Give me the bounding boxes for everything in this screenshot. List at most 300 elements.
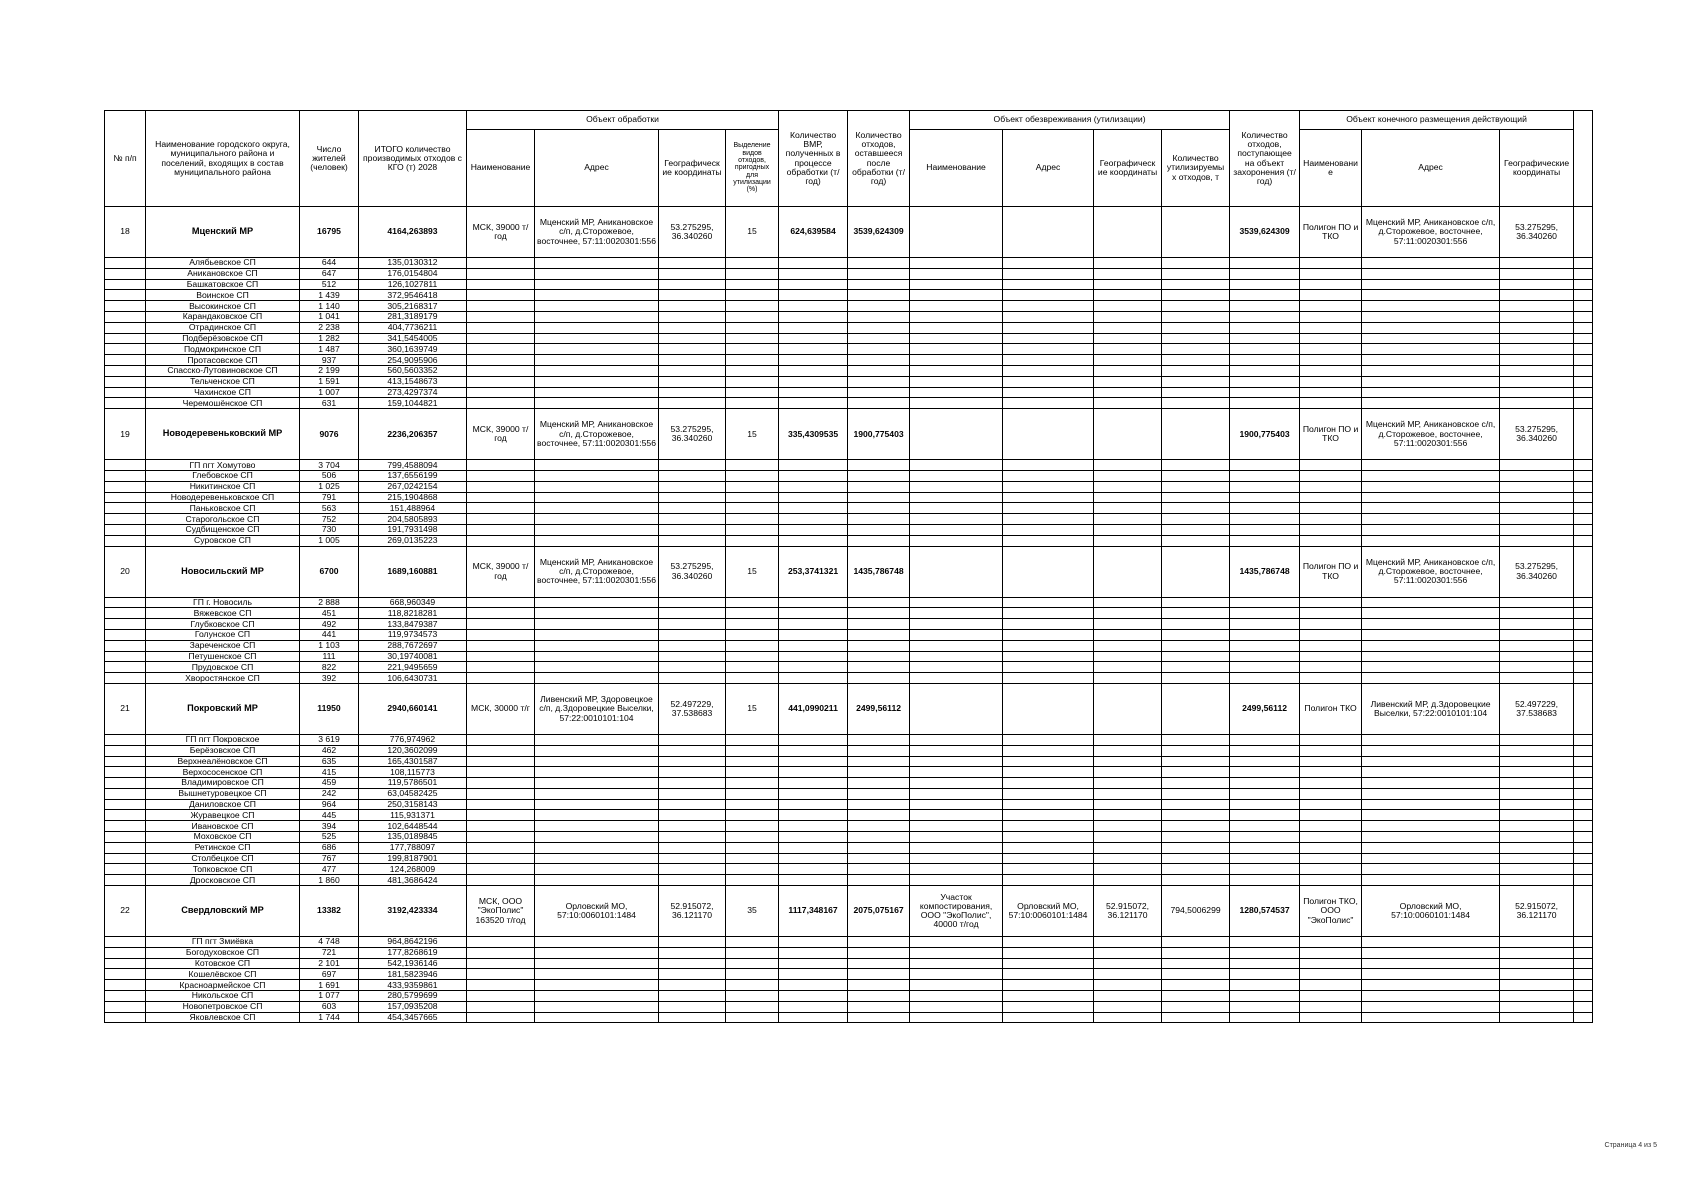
settlement-row (105, 597, 1593, 608)
settlement-population: 445 (300, 810, 359, 821)
empty-cell (779, 788, 848, 799)
empty-cell (1500, 788, 1574, 799)
settlement-row (105, 629, 1593, 640)
settlement-name: Тельченское СП (146, 376, 300, 387)
settlement-row (105, 470, 1593, 481)
empty-cell (1003, 767, 1094, 778)
empty-cell (535, 597, 659, 608)
settlement-population: 563 (300, 503, 359, 514)
empty-cell (659, 958, 726, 969)
settlement-name: Яковлевское СП (146, 1012, 300, 1023)
empty-cell (1300, 398, 1362, 409)
empty-cell (1230, 799, 1300, 810)
util-qty (1162, 546, 1230, 597)
settlement-total: 124,268009 (359, 864, 467, 875)
empty-cell (1230, 492, 1300, 503)
empty-cell (1003, 535, 1094, 546)
settlement-name: Владимировское СП (146, 778, 300, 789)
proc-percent: 15 (726, 207, 779, 258)
remaining-amount: 2499,56112 (848, 683, 910, 734)
empty-cell (1003, 864, 1094, 875)
empty-cell (848, 980, 910, 991)
settlement-total: 280,5799699 (359, 991, 467, 1002)
empty-cell (910, 991, 1003, 1002)
empty-cell (1362, 608, 1500, 619)
empty-cell (1230, 745, 1300, 756)
empty-cell (659, 344, 726, 355)
settlement-name: Вышнетуровецкое СП (146, 788, 300, 799)
district-total: 2940,660141 (359, 683, 467, 734)
district-number: 19 (105, 409, 146, 460)
empty-cell (659, 398, 726, 409)
empty-cell (910, 937, 1003, 948)
burial-amount: 1280,574537 (1230, 886, 1300, 937)
empty-cell (467, 290, 535, 301)
settlement-row (105, 969, 1593, 980)
empty-cell (1574, 398, 1593, 409)
settlement-total: 108,115773 (359, 767, 467, 778)
header-util-geo: Географическ ие координаты (1094, 130, 1162, 207)
settlement-total: 273,4297374 (359, 387, 467, 398)
empty-cell (1500, 810, 1574, 821)
empty-cell (1094, 778, 1162, 789)
empty-cell (1300, 524, 1362, 535)
empty-cell (535, 937, 659, 948)
settlement-total: 30,19740081 (359, 651, 467, 662)
empty-cell (779, 290, 848, 301)
final-name: Полигон ТКО (1300, 683, 1362, 734)
settlement-total: 177,8268619 (359, 947, 467, 958)
empty-cell (1300, 1012, 1362, 1023)
empty-cell (726, 514, 779, 525)
empty-cell (910, 853, 1003, 864)
empty-cell (1003, 460, 1094, 471)
empty-cell (1230, 937, 1300, 948)
empty-cell (1003, 333, 1094, 344)
empty-cell (105, 756, 146, 767)
district-name: Мценский МР (146, 207, 300, 258)
empty-cell (1094, 322, 1162, 333)
empty-cell (1162, 821, 1230, 832)
empty-cell (1500, 673, 1574, 684)
empty-cell (1362, 311, 1500, 322)
empty-cell (1162, 460, 1230, 471)
empty-cell (910, 640, 1003, 651)
proc-geo: 53.275295, 36.340260 (659, 409, 726, 460)
empty-cell (1574, 387, 1593, 398)
proc-percent: 15 (726, 409, 779, 460)
empty-cell (779, 333, 848, 344)
empty-cell (1362, 1012, 1500, 1023)
settlement-name: Аникановское СП (146, 268, 300, 279)
empty-cell (848, 608, 910, 619)
empty-cell (779, 524, 848, 535)
empty-cell (1574, 991, 1593, 1002)
empty-cell (1003, 937, 1094, 948)
empty-cell (1094, 629, 1162, 640)
empty-cell (779, 322, 848, 333)
empty-cell (779, 597, 848, 608)
empty-cell (1230, 268, 1300, 279)
empty-cell (910, 322, 1003, 333)
empty-cell (1574, 969, 1593, 980)
empty-cell (659, 597, 726, 608)
empty-cell (1162, 597, 1230, 608)
empty-cell (1230, 673, 1300, 684)
empty-cell (1162, 355, 1230, 366)
empty-cell (779, 756, 848, 767)
empty-cell (1230, 875, 1300, 886)
settlement-total: 964,8642196 (359, 937, 467, 948)
empty-cell (1500, 535, 1574, 546)
empty-cell (1003, 470, 1094, 481)
district-number: 21 (105, 683, 146, 734)
settlement-name: Старогольское СП (146, 514, 300, 525)
district-total: 4164,263893 (359, 207, 467, 258)
empty-cell (779, 365, 848, 376)
empty-cell (1094, 524, 1162, 535)
empty-cell (726, 991, 779, 1002)
empty-cell (535, 1012, 659, 1023)
settlement-population: 2 199 (300, 365, 359, 376)
vmr-amount: 441,0990211 (779, 683, 848, 734)
settlement-population: 492 (300, 619, 359, 630)
header-burial-qty: Количество отходов, поступающее на объект захоронения (т/год) (1230, 111, 1300, 207)
empty-cell (535, 470, 659, 481)
blank-cell (1574, 683, 1593, 734)
empty-cell (910, 311, 1003, 322)
empty-cell (105, 268, 146, 279)
empty-cell (1162, 799, 1230, 810)
empty-cell (1300, 376, 1362, 387)
empty-cell (1094, 875, 1162, 886)
empty-cell (848, 1001, 910, 1012)
settlement-name: Чахинское СП (146, 387, 300, 398)
empty-cell (535, 514, 659, 525)
empty-cell (1574, 311, 1593, 322)
empty-cell (1300, 842, 1362, 853)
empty-cell (1094, 258, 1162, 269)
empty-cell (1500, 629, 1574, 640)
empty-cell (1500, 842, 1574, 853)
empty-cell (910, 492, 1003, 503)
empty-cell (1300, 810, 1362, 821)
settlement-population: 441 (300, 629, 359, 640)
settlement-row (105, 387, 1593, 398)
settlement-total: 137,6556199 (359, 470, 467, 481)
empty-cell (779, 875, 848, 886)
empty-cell (1300, 268, 1362, 279)
empty-cell (1574, 481, 1593, 492)
proc-percent: 15 (726, 683, 779, 734)
empty-cell (1162, 398, 1230, 409)
util-name (910, 409, 1003, 460)
empty-cell (1574, 333, 1593, 344)
empty-cell (1003, 597, 1094, 608)
header-vmr: Количество ВМР, полученных в процессе обработки (т/год) (779, 111, 848, 207)
empty-cell (1500, 268, 1574, 279)
empty-cell (1003, 958, 1094, 969)
empty-cell (1162, 991, 1230, 1002)
settlement-total: 269,0135223 (359, 535, 467, 546)
empty-cell (1094, 947, 1162, 958)
empty-cell (105, 842, 146, 853)
empty-cell (659, 980, 726, 991)
empty-cell (659, 875, 726, 886)
settlement-total: 254,9095906 (359, 355, 467, 366)
empty-cell (848, 662, 910, 673)
empty-cell (535, 355, 659, 366)
settlement-population: 3 704 (300, 460, 359, 471)
empty-cell (1162, 387, 1230, 398)
empty-cell (467, 1012, 535, 1023)
waste-table (104, 110, 1593, 1023)
final-address: Мценский МР, Аникановское с/п, д.Сторожевое, восточнее, 57:11:0020301:556 (1362, 546, 1500, 597)
empty-cell (848, 788, 910, 799)
empty-cell (105, 535, 146, 546)
empty-cell (848, 322, 910, 333)
util-address (1003, 546, 1094, 597)
empty-cell (1574, 810, 1593, 821)
remaining-amount: 1435,786748 (848, 546, 910, 597)
empty-cell (535, 734, 659, 745)
empty-cell (726, 842, 779, 853)
empty-cell (779, 767, 848, 778)
district-number: 20 (105, 546, 146, 597)
settlement-total: 102,6448544 (359, 821, 467, 832)
settlement-name: Суровское СП (146, 535, 300, 546)
empty-cell (779, 958, 848, 969)
empty-cell (779, 799, 848, 810)
empty-cell (779, 268, 848, 279)
empty-cell (910, 619, 1003, 630)
header-final-address: Адрес (1362, 130, 1500, 207)
empty-cell (535, 821, 659, 832)
empty-cell (1362, 268, 1500, 279)
empty-cell (1230, 1001, 1300, 1012)
empty-cell (659, 788, 726, 799)
settlement-row (105, 853, 1593, 864)
empty-cell (1574, 640, 1593, 651)
empty-cell (1300, 937, 1362, 948)
empty-cell (1574, 492, 1593, 503)
empty-cell (1162, 864, 1230, 875)
settlement-name: Черемошёнское СП (146, 398, 300, 409)
settlement-population: 1 005 (300, 535, 359, 546)
settlement-name: Отрадинское СП (146, 322, 300, 333)
empty-cell (1574, 937, 1593, 948)
final-geo: 53.275295, 36.340260 (1500, 207, 1574, 258)
empty-cell (1162, 767, 1230, 778)
empty-cell (910, 344, 1003, 355)
settlement-total: 360,1639749 (359, 344, 467, 355)
empty-cell (1300, 322, 1362, 333)
settlement-population: 111 (300, 651, 359, 662)
empty-cell (659, 470, 726, 481)
empty-cell (105, 311, 146, 322)
empty-cell (1574, 662, 1593, 673)
settlement-row (105, 734, 1593, 745)
empty-cell (1094, 1012, 1162, 1023)
empty-cell (535, 629, 659, 640)
empty-cell (535, 778, 659, 789)
empty-cell (726, 333, 779, 344)
empty-cell (467, 810, 535, 821)
settlement-total: 120,3602099 (359, 745, 467, 756)
empty-cell (1094, 842, 1162, 853)
settlement-total: 372,9546418 (359, 290, 467, 301)
empty-cell (659, 810, 726, 821)
empty-cell (105, 460, 146, 471)
empty-cell (105, 301, 146, 312)
empty-cell (1362, 535, 1500, 546)
district-row (105, 409, 1593, 460)
empty-cell (1300, 853, 1362, 864)
settlement-row (105, 503, 1593, 514)
empty-cell (1230, 980, 1300, 991)
settlement-row (105, 799, 1593, 810)
empty-cell (467, 311, 535, 322)
empty-cell (726, 853, 779, 864)
empty-cell (467, 767, 535, 778)
empty-cell (1362, 788, 1500, 799)
empty-cell (1500, 662, 1574, 673)
settlement-population: 4 748 (300, 937, 359, 948)
empty-cell (1003, 980, 1094, 991)
empty-cell (1094, 767, 1162, 778)
empty-cell (1574, 619, 1593, 630)
empty-cell (1003, 268, 1094, 279)
empty-cell (1362, 767, 1500, 778)
empty-cell (779, 969, 848, 980)
empty-cell (848, 734, 910, 745)
empty-cell (535, 853, 659, 864)
empty-cell (1230, 608, 1300, 619)
empty-cell (848, 355, 910, 366)
empty-cell (1362, 734, 1500, 745)
empty-cell (535, 640, 659, 651)
empty-cell (467, 969, 535, 980)
settlement-population: 451 (300, 608, 359, 619)
header-num: № п/п (105, 111, 146, 207)
empty-cell (535, 756, 659, 767)
settlement-name: Верхососенское СП (146, 767, 300, 778)
empty-cell (1003, 608, 1094, 619)
empty-cell (535, 344, 659, 355)
empty-cell (105, 608, 146, 619)
empty-cell (467, 821, 535, 832)
empty-cell (1362, 597, 1500, 608)
empty-cell (659, 524, 726, 535)
empty-cell (1574, 778, 1593, 789)
empty-cell (779, 629, 848, 640)
empty-cell (467, 376, 535, 387)
empty-cell (1230, 376, 1300, 387)
settlement-total: 177,788097 (359, 842, 467, 853)
empty-cell (1500, 290, 1574, 301)
empty-cell (1300, 767, 1362, 778)
empty-cell (910, 734, 1003, 745)
header-final-name: Наименовани е (1300, 130, 1362, 207)
empty-cell (848, 619, 910, 630)
empty-cell (1094, 608, 1162, 619)
empty-cell (1230, 947, 1300, 958)
empty-cell (467, 344, 535, 355)
empty-cell (1094, 756, 1162, 767)
empty-cell (1094, 470, 1162, 481)
header-proc-geo: Географическ ие координаты (659, 130, 726, 207)
empty-cell (779, 460, 848, 471)
empty-cell (779, 821, 848, 832)
empty-cell (1500, 980, 1574, 991)
empty-cell (535, 958, 659, 969)
header-total-waste: ИТОГО количество производимых отходов с КГО (т) 2028 (359, 111, 467, 207)
empty-cell (910, 756, 1003, 767)
empty-cell (659, 969, 726, 980)
settlement-population: 964 (300, 799, 359, 810)
empty-cell (105, 279, 146, 290)
empty-cell (659, 629, 726, 640)
settlement-total: 799,4588094 (359, 460, 467, 471)
empty-cell (659, 991, 726, 1002)
empty-cell (1094, 301, 1162, 312)
empty-cell (726, 311, 779, 322)
empty-cell (105, 619, 146, 630)
empty-cell (779, 514, 848, 525)
empty-cell (535, 492, 659, 503)
empty-cell (467, 503, 535, 514)
empty-cell (1230, 311, 1300, 322)
empty-cell (1300, 864, 1362, 875)
empty-cell (726, 821, 779, 832)
empty-cell (467, 460, 535, 471)
empty-cell (105, 290, 146, 301)
empty-cell (726, 535, 779, 546)
settlement-total: 267,0242154 (359, 481, 467, 492)
empty-cell (1500, 376, 1574, 387)
proc-name: МСК, 39000 т/год (467, 546, 535, 597)
empty-cell (1162, 344, 1230, 355)
vmr-amount: 335,4309535 (779, 409, 848, 460)
empty-cell (1574, 279, 1593, 290)
settlement-row (105, 958, 1593, 969)
settlement-population: 1 487 (300, 344, 359, 355)
empty-cell (1500, 651, 1574, 662)
empty-cell (848, 767, 910, 778)
empty-cell (1362, 344, 1500, 355)
empty-cell (848, 969, 910, 980)
district-row (105, 546, 1593, 597)
settlement-row (105, 1012, 1593, 1023)
empty-cell (1230, 778, 1300, 789)
empty-cell (1500, 937, 1574, 948)
empty-cell (105, 629, 146, 640)
empty-cell (105, 365, 146, 376)
empty-cell (1500, 756, 1574, 767)
empty-cell (105, 492, 146, 503)
settlement-name: Высокинское СП (146, 301, 300, 312)
empty-cell (726, 355, 779, 366)
settlement-row (105, 258, 1593, 269)
empty-cell (659, 279, 726, 290)
empty-cell (1574, 947, 1593, 958)
empty-cell (659, 662, 726, 673)
settlement-population: 1 860 (300, 875, 359, 886)
empty-cell (1094, 619, 1162, 630)
empty-cell (779, 311, 848, 322)
empty-cell (1574, 268, 1593, 279)
empty-cell (1574, 980, 1593, 991)
